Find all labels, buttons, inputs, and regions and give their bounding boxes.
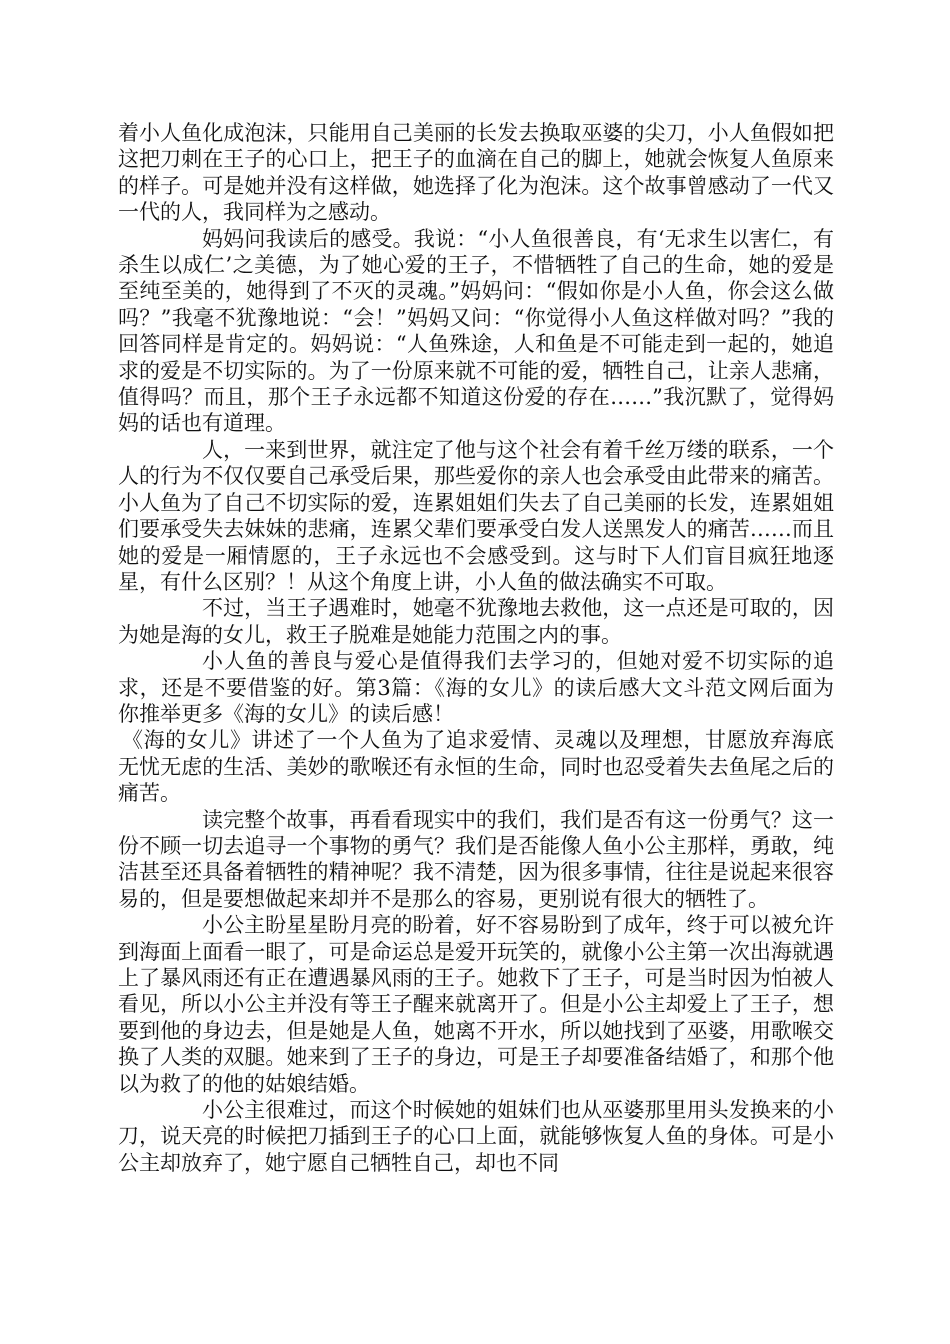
paragraph-4: 不过，当王子遇难时，她毫不犹豫地去救他，这一点还是可取的，因为她是海的女儿，救王子脱难是她能力范围之内的事。 bbox=[118, 596, 834, 647]
paragraph-1: 着小人鱼化成泡沫，只能用自己美丽的长发去换取巫婆的尖刀，小人鱼假如把这把刀刺在王子的心口上，把王子的血滴在自己的脚上，她就会恢复人鱼原来的样子。可是她并没有这样做，她选择了化为泡沫。这个故事曾感动了一代又一代的人，我同样为之感动。 bbox=[118, 121, 834, 225]
paragraph-7: 读完整个故事，再看看现实中的我们，我们是否有这一份勇气？这一份不顾一切去追寻一个事物的勇气？我们是否能像人鱼小公主那样，勇敢，纯洁甚至还具备着牺牲的精神呢？我不清楚，因为很多事情，往往是说起来很容易的，但是要想做起来却并不是那么的容易，更别说有很大的牺牲了。 bbox=[118, 807, 834, 911]
paragraph-5: 小人鱼的善良与爱心是值得我们去学习的，但她对爱不切实际的追求，还是不要借鉴的好。第3篇：《海的女儿》的读后感大文斗范文网后面为你推举更多《海的女儿》的读后感！ bbox=[118, 649, 834, 726]
document-body bbox=[118, 120, 834, 1176]
paragraph-8: 小公主盼星星盼月亮的盼着，好不容易盼到了成年，终于可以被允许到海面上面看一眼了，可是命运总是爱开玩笑的，就像小公主第一次出海就遇上了暴风雨还有正在遭遇暴风雨的王子。她救下了王子，可是当时因为怕被人看见，所以小公主并没有等王子醒来就离开了。但是小公主却爱上了王子，想要到他的身边去，但是她是人鱼，她离不开水，所以她找到了巫婆，用歌喉交换了人类的双腿。她来到了王子的身边，可是王子却要准备结婚了，和那个他以为救了的他的姑娘结婚。 bbox=[118, 913, 834, 1096]
paragraph-9: 小公主很难过，而这个时候她的姐妹们也从巫婆那里用头发换来的小刀，说天亮的时候把刀插到王子的心口上面，就能够恢复人鱼的身体。可是小公主却放弃了，她宁愿自己牺牲自己，却也不同 bbox=[118, 1098, 834, 1175]
paragraph-6: 《海的女儿》讲述了一个人鱼为了追求爱情、灵魂以及理想，甘愿放弃海底无忧无虑的生活、美妙的歌喉还有永恒的生命，同时也忍受着失去鱼尾之后的痛苦。 bbox=[118, 728, 834, 806]
paragraph-3: 人，一来到世界，就注定了他与这个社会有着千丝万缕的联系，一个人的行为不仅仅要自己承受后果，那些爱你的亲人也会承受由此带来的痛苦。小人鱼为了自己不切实际的爱，连累姐姐们失去了自己美丽的长发，连累姐姐们要承受失去妹妹的悲痛，连累父辈们要承受白发人送黑发人的痛苦……而且她的爱是一厢情愿的，王子永远也不会感受到。这与时下人们盲目疯狂地逐星，有什么区别？！从这个角度上讲，小人鱼的做法确实不可取。 bbox=[118, 437, 834, 594]
paragraph-2: 妈妈问我读后的感受。我说：“小人鱼很善良，有‘无求生以害仁，有杀生以成仁’之美德，为了她心爱的王子，不惜牺牲了自己的生命，她的爱是至纯至美的，她得到了不灭的灵魂。”妈妈问：“假如你是小人鱼，你会这么做吗？”我毫不犹豫地说：“会！”妈妈又问：“你觉得小人鱼这样做对吗？”我的回答同样是肯定的。妈妈说：“人鱼殊途，人和鱼是不可能走到一起的，她追求的爱是不切实际的。为了一份原来就不可能的爱，牺牲自己，让亲人悲痛，值得吗？而且，那个王子永远都不知道这份爱的存在……”我沉默了，觉得妈妈的话也有道理。 bbox=[118, 226, 834, 436]
